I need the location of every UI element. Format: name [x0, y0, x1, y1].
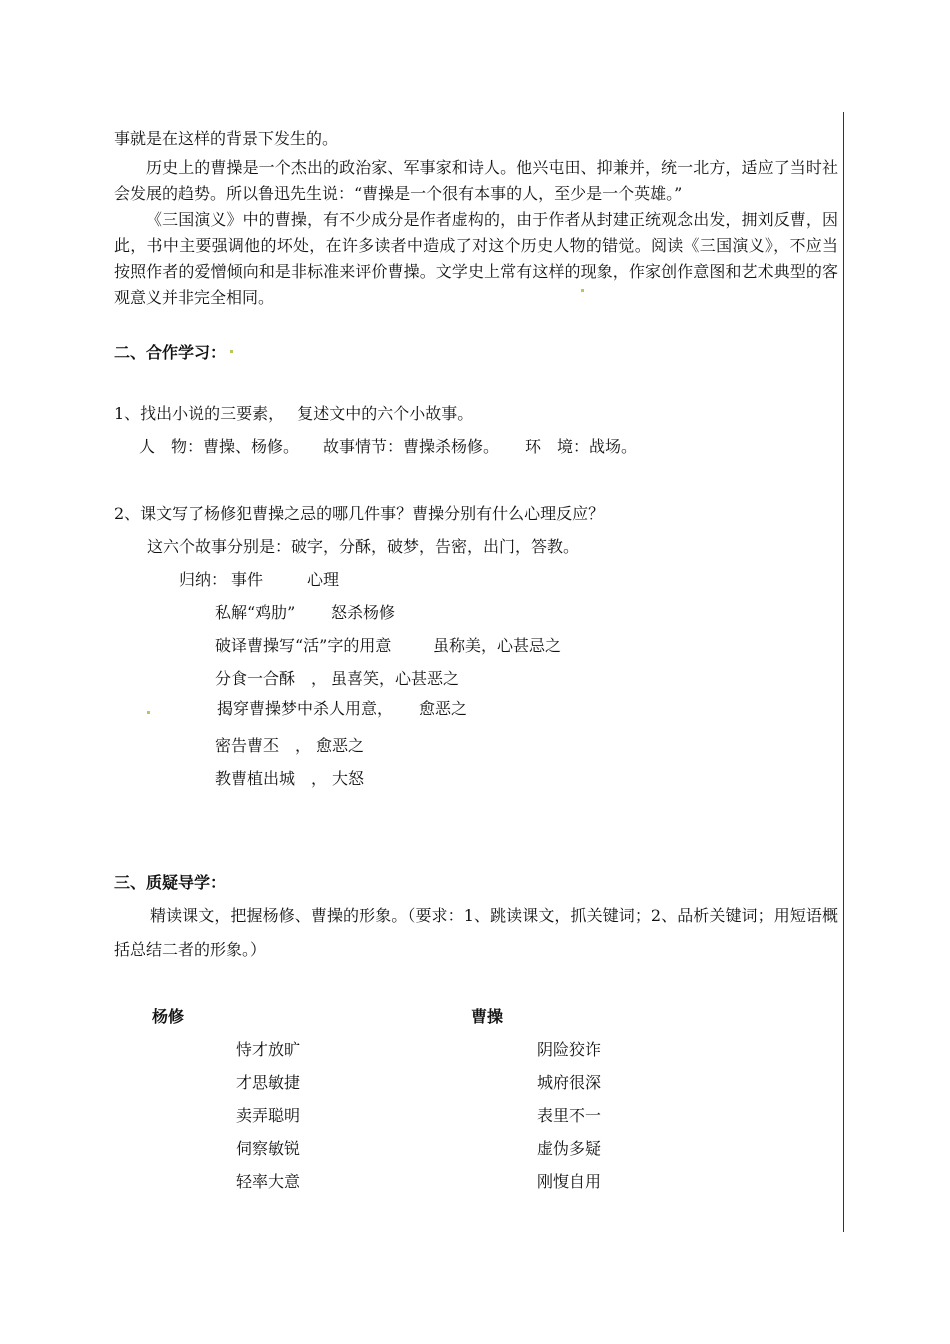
event-name: 破译曹操写“活”字的用意: [215, 636, 392, 655]
answer-plot: 故事情节：曹操杀杨修。: [323, 437, 500, 456]
decorative-dot: [230, 350, 233, 353]
yangxiu-trait: 才思敏捷: [236, 1073, 301, 1092]
caocao-trait: 表里不一: [537, 1106, 602, 1125]
yangxiu-trait: 伺察敏锐: [236, 1139, 301, 1158]
caocao-trait: 虚伪多疑: [537, 1139, 602, 1158]
intro-paragraph-2: 《三国演义》中的曹操，有不少成分是作者虚构的，由于作者从封建正统观念出发，拥刘反曹，因此，书中主要强调他的坏处，在许多读者中造成了对这个历史人物的错觉。阅读《三国演义》，不应当按照作者的爱憎倾向和是非标准来评价曹操。文学史上常有这样的现象，作家创作意图和艺术典型的客观意义并非完全相同。: [114, 210, 838, 307]
event-reaction: 虽喜笑，心甚恶之: [331, 669, 460, 688]
event-reaction: 愈恶之: [316, 736, 365, 755]
event-name: 密告曹丕 ，: [215, 736, 312, 755]
decorative-dot: [147, 711, 150, 714]
caocao-trait: 阴险狡诈: [537, 1040, 602, 1059]
event-reaction: 虽称美，心甚忌之: [433, 636, 562, 655]
event-name: 揭穿曹操梦中杀人用意，: [217, 699, 394, 718]
right-margin-rule: [843, 112, 844, 1232]
yangxiu-trait: 恃才放旷: [236, 1040, 301, 1059]
event-reaction: 愈恶之: [419, 699, 468, 718]
yangxiu-label: 杨修: [152, 1007, 185, 1026]
summary-column-reaction: 心理: [307, 570, 340, 589]
caocao-trait: 刚愎自用: [537, 1172, 602, 1191]
section-3-heading: 三、质疑导学：: [114, 873, 227, 892]
intro-paragraph-1: 历史上的曹操是一个杰出的政治家、军事家和诗人。他兴屯田、抑兼并，统一北方，适应了当时社会发展的趋势。所以鲁迅先生说：“曹操是一个很有本事的人，至少是一个英雄。”: [114, 158, 838, 203]
caocao-label: 曹操: [471, 1007, 504, 1026]
event-reaction: 怒杀杨修: [331, 603, 396, 622]
intro-line: 事就是在这样的背景下发生的。: [114, 129, 339, 148]
answer-person: 人 物：曹操、杨修。: [139, 437, 300, 456]
section-3-instruction: 精读课文，把握杨修、曹操的形象。（要求：1、跳读课文，抓关键词；2、品析关键词；用短语概括总结二者的形象。）: [114, 906, 838, 959]
event-name: 教曹植出城 ，: [215, 769, 328, 788]
question-1: 1、找出小说的三要素， 复述文中的六个小故事。: [114, 404, 474, 423]
decorative-dot: [581, 289, 584, 292]
summary-column-event: 事件: [231, 570, 264, 589]
stories-line: 这六个故事分别是：破字，分酥，破梦，告密，出门，答教。: [147, 537, 580, 556]
question-2: 2、课文写了杨修犯曹操之忌的哪几件事？曹操分别有什么心理反应？: [114, 504, 605, 523]
answer-setting: 环 境：战场。: [525, 437, 638, 456]
event-name: 私解“鸡肋”: [215, 603, 296, 622]
event-reaction: 大怒: [332, 769, 365, 788]
caocao-trait: 城府很深: [537, 1073, 602, 1092]
event-name: 分食一合酥 ，: [215, 669, 328, 688]
section-2-heading: 二、合作学习：: [114, 343, 227, 362]
summary-label: 归纳：: [179, 570, 228, 589]
yangxiu-trait: 卖弄聪明: [236, 1106, 301, 1125]
yangxiu-trait: 轻率大意: [236, 1172, 301, 1191]
